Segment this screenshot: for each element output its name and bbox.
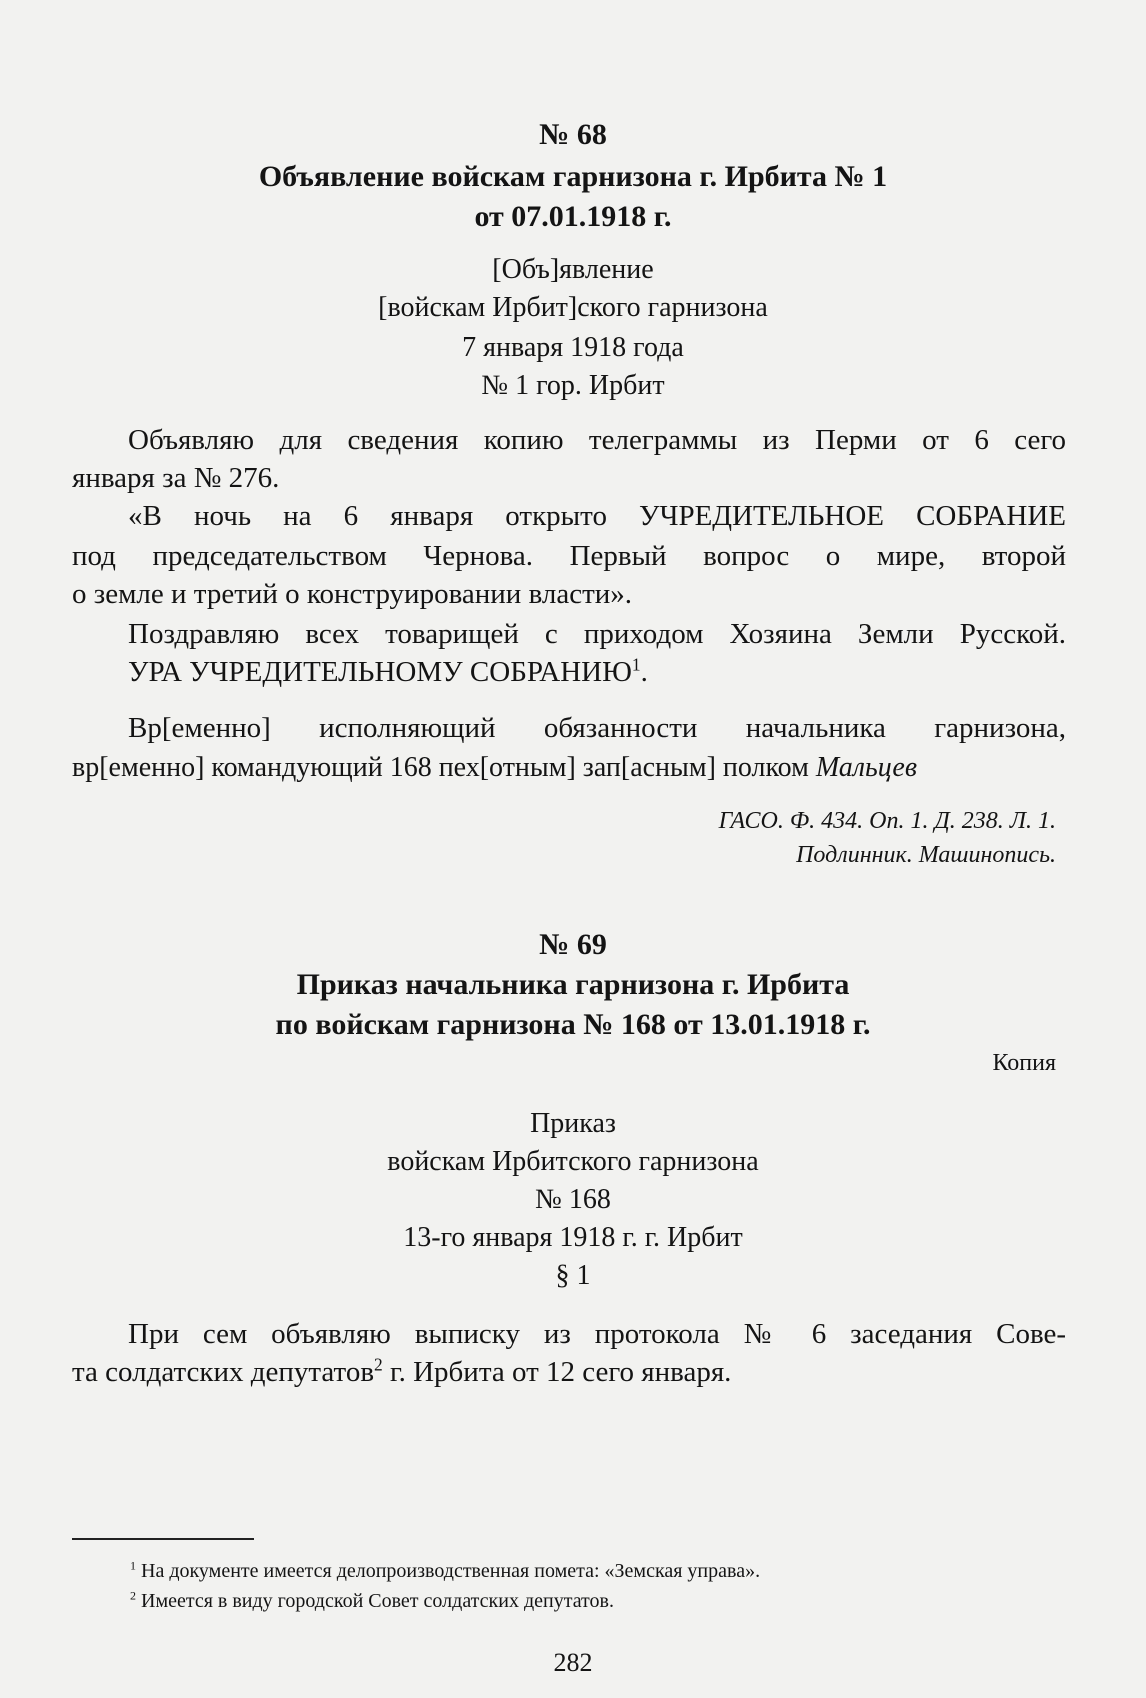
doc69-paragraph1-line2: та солдатских депутатов$^2$ г. Ирбита от 12 сего января. (72, 1354, 732, 1388)
doc68-heading-line2: [войскам Ирбит]ского гарнизона (378, 292, 768, 323)
footnote-ref-2: 2 (374, 1354, 383, 1375)
doc68-heading-line4: № 1 гор. Ирбит (481, 370, 665, 401)
doc68-archive-note: Подлинник. Машинопись. (796, 842, 1056, 868)
doc69-copy-mark: Копия (992, 1050, 1056, 1076)
doc68-number: № 68 (539, 118, 607, 151)
doc68-congrats-line: Поздравляю всех товарищей с приходом Хозяина Земли Русской. (128, 618, 1066, 650)
page-number: 282 (553, 1648, 593, 1677)
footnote-1: $^1$ На документе имеется делопроизводственная помета: «Земская управа». (130, 1558, 761, 1582)
doc68-hurrah-line: УРА УЧРЕДИТЕЛЬНОМУ СОБРАНИЮ$^1$. (128, 654, 648, 688)
doc69-paragraph1-line1: При сем объявляю выписку из протокола № 6 заседания Сове- (128, 1318, 1066, 1350)
footnote-2: $^2$ Имеется в виду городской Совет солдатских депутатов. (130, 1588, 614, 1612)
doc68-paragraph1-line2: января за № 276. (72, 462, 280, 494)
footnote-ref-1: 1 (631, 654, 641, 675)
doc68-title-line2: от 07.01.1918 г. (474, 200, 672, 233)
doc68-signature-line2: вр[еменно] командующий 168 пех[отным] зап[асным] полком Мальцев (72, 752, 918, 783)
doc69-section-mark: § 1 (555, 1260, 591, 1291)
doc68-archive-reference: ГАСО. Ф. 434. Оп. 1. Д. 238. Л. 1. (718, 808, 1056, 834)
signatory-name: Мальцев (815, 752, 918, 783)
doc68-heading-line1: [Объ]явление (492, 254, 654, 285)
doc68-signature-line1: Вр[еменно] исполняющий обязанности начальника гарнизона, (128, 712, 1066, 744)
doc68-heading-line3: 7 января 1918 года (462, 332, 684, 363)
doc69-heading-line2: войскам Ирбитского гарнизона (387, 1146, 759, 1177)
doc69-heading-line1: Приказ (530, 1108, 616, 1139)
doc69-heading-line4: 13-го января 1918 г. г. Ирбит (403, 1222, 743, 1253)
doc68-paragraph1-line1: Объявляю для сведения копию телеграммы из Перми от 6 сего (128, 424, 1066, 456)
doc68-quote-line3: о земле и третий о конструировании власти». (72, 578, 633, 610)
doc69-heading-line3: № 168 (535, 1184, 611, 1215)
footnote-separator (72, 1538, 254, 1540)
doc69-title-line2: по войскам гарнизона № 168 от 13.01.1918 г. (275, 1008, 871, 1041)
doc68-quote-line2: под председательством Чернова. Первый вопрос о мире, второй (72, 540, 1066, 572)
doc69-number: № 69 (539, 928, 607, 961)
doc69-title-line1: Приказ начальника гарнизона г. Ирбита (296, 968, 850, 1001)
doc68-quote-line1: «В ночь на 6 января открыто УЧРЕДИТЕЛЬНОЕ СОБРАНИЕ (128, 500, 1066, 532)
doc68-title-line1: Объявление войскам гарнизона г. Ирбита № 1 (258, 160, 888, 193)
